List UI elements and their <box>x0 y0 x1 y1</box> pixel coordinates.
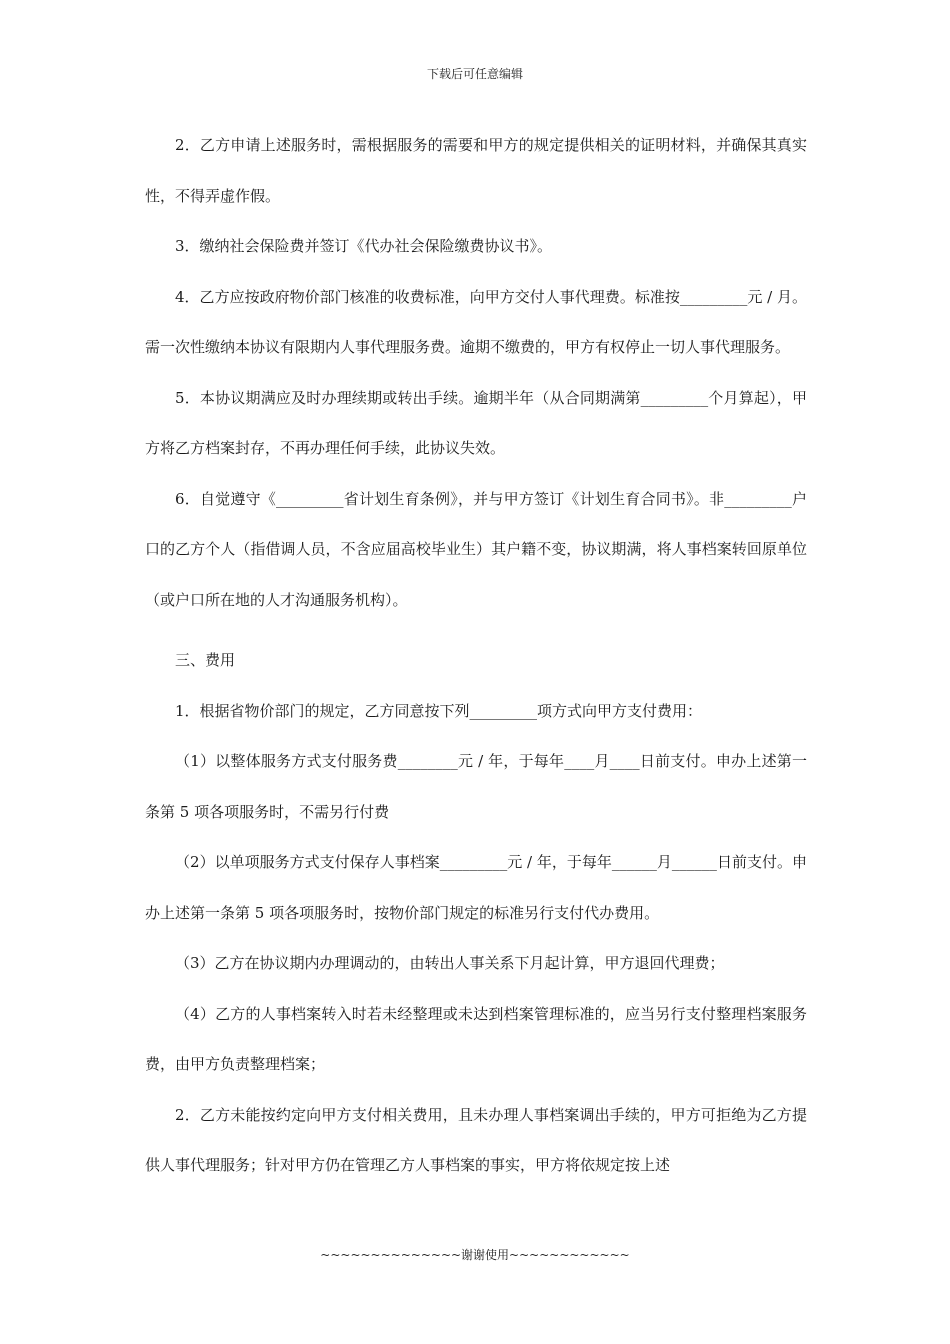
page-footer: ~~~~~~~~~~~~~~谢谢使用~~~~~~~~~~~~ <box>320 1248 630 1262</box>
paragraph-item-5: 5．本协议期满应及时办理续期或转出手续。逾期半年（从合同期满第_________个月算起），甲方将乙方档案封存，不再办理任何手续，此协议失效。 <box>145 388 807 457</box>
paragraph-item-2: 2．乙方申请上述服务时，需根据服务的需要和甲方的规定提供相关的证明材料，并确保其真实性，不得弄虚作假。 <box>145 136 807 205</box>
paragraph-fee-option-3: （3）乙方在协议期内办理调动的，由转出人事关系下月起计算，甲方退回代理费； <box>175 954 725 972</box>
paragraph-item-3: 3．缴纳社会保险费并签订《代办社会保险缴费协议书》。 <box>175 237 553 255</box>
paragraph-item-4: 4．乙方应按政府物价部门核准的收费标准，向甲方交付人事代理费。标准按_________元 / 月。需一次性缴纳本协议有限期内人事代理服务费。逾期不缴费的，甲方有权停止一切人事代理服务。 <box>145 287 807 356</box>
paragraph-fee-option-1: （1）以整体服务方式支付服务费________元 / 年，于每年____月____日前支付。申办上述第一条第 5 项各项服务时，不需另行付费 <box>145 752 807 821</box>
paragraph-fee-2: 2．乙方未能按约定向甲方支付相关费用，且未办理人事档案调出手续的，甲方可拒绝为乙方提供人事代理服务；针对甲方仍在管理乙方人事档案的事实，甲方将依规定按上述 <box>145 1105 807 1174</box>
paragraph-fee-option-2: （2）以单项服务方式支付保存人事档案_________元 / 年，于每年______月______日前支付。申办上述第一条第 5 项各项服务时，按物价部门规定的标准另行支付代办费用。 <box>145 853 807 922</box>
paragraph-item-6: 6．自觉遵守《_________省计划生育条例》，并与甲方签订《计划生育合同书》。非_________户口的乙方个人（指借调人员，不含应届高校毕业生）其户籍不变，协议期满，将人事档案转回原单位（或户口所在地的人才沟通服务机构）。 <box>145 489 807 609</box>
section-heading-fees: 三、费用 <box>175 651 236 669</box>
paragraph-fee-option-4: （4）乙方的人事档案转入时若未经整理或未达到档案管理标准的，应当另行支付整理档案服务费，由甲方负责整理档案； <box>145 1004 807 1073</box>
page-header: 下载后可任意编辑 <box>426 67 523 81</box>
paragraph-fee-1: 1．根据省物价部门的规定，乙方同意按下列_________项方式向甲方支付费用： <box>175 701 703 720</box>
document-body <box>145 120 807 1191</box>
